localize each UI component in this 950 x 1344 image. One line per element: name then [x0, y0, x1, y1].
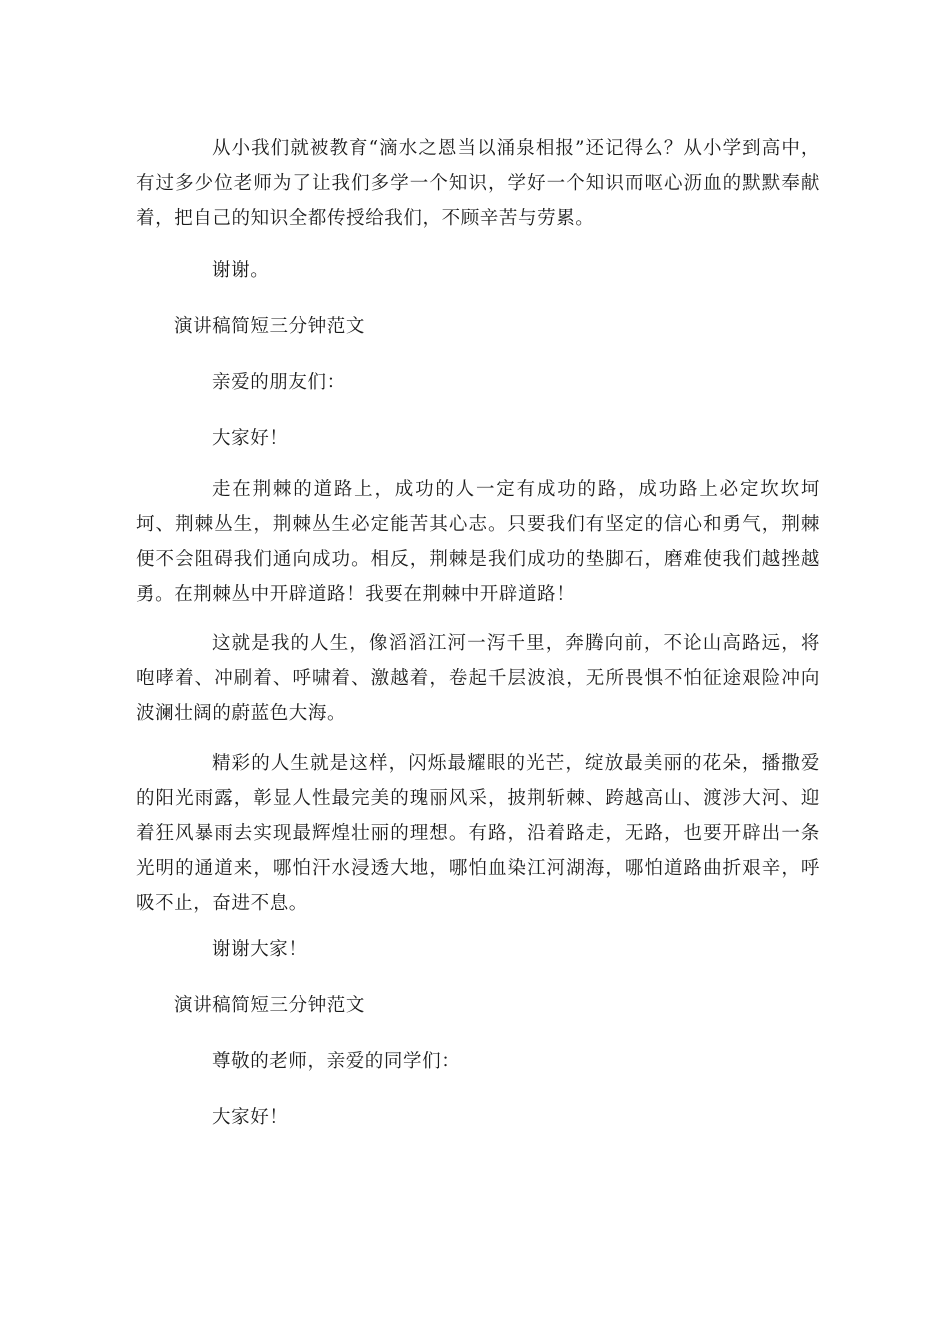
paragraph-thanks-all: 谢谢大家！: [212, 939, 308, 960]
paragraph-gratitude: 从小我们就被教育“滴水之恩当以涌泉相报”还记得么？从小学到高中，有过多少位老师为了让我们多学一个知识，学好一个知识而呕心沥血的默默奉献着，把自己的知识全都传授给我们，不顾辛苦与劳累。: [136, 138, 820, 229]
paragraph-thorns: 走在荆棘的道路上，成功的人一定有成功的路，成功路上必定坎坎坷坷、荆棘丛生，荆棘丛生必定能苦其心志。只要我们有坚定的信心和勇气，荆棘便不会阻碍我们通向成功。相反，荆棘是我们成功的垫脚石，磨难使我们越挫越勇。在荆棘丛中开辟道路！我要在荆棘中开辟道路！: [136, 479, 820, 605]
greeting-hello: 大家好！: [212, 428, 289, 449]
paragraph-thanks: 谢谢。: [212, 260, 270, 281]
section-title-second: 演讲稿简短三分钟范文: [174, 995, 366, 1016]
greeting-teachers-students: 尊敬的老师，亲爱的同学们：: [212, 1051, 461, 1072]
greeting-hello-second: 大家好！: [212, 1107, 289, 1128]
greeting-friends: 亲爱的朋友们：: [212, 372, 346, 393]
section-title: 演讲稿简短三分钟范文: [174, 316, 366, 337]
paragraph-wonderful-life: 精彩的人生就是这样，闪烁最耀眼的光芒，绽放最美丽的花朵，播撒爱的阳光雨露，彰显人性最完美的瑰丽风采，披荆斩棘、跨越高山、渡涉大河、迎着狂风暴雨去实现最辉煌壮丽的理想。有路，沿着路走，无路，也要开辟出一条光明的通道来，哪怕汗水浸透大地，哪怕血染江河湖海，哪怕道路曲折艰辛，呼吸不止，奋进不息。: [136, 753, 820, 914]
paragraph-river: 这就是我的人生，像滔滔江河一泻千里，奔腾向前，不论山高路远，将咆哮着、冲刷着、呼啸着、激越着，卷起千层波浪，无所畏惧不怕征途艰险冲向波澜壮阔的蔚蓝色大海。: [136, 633, 820, 724]
